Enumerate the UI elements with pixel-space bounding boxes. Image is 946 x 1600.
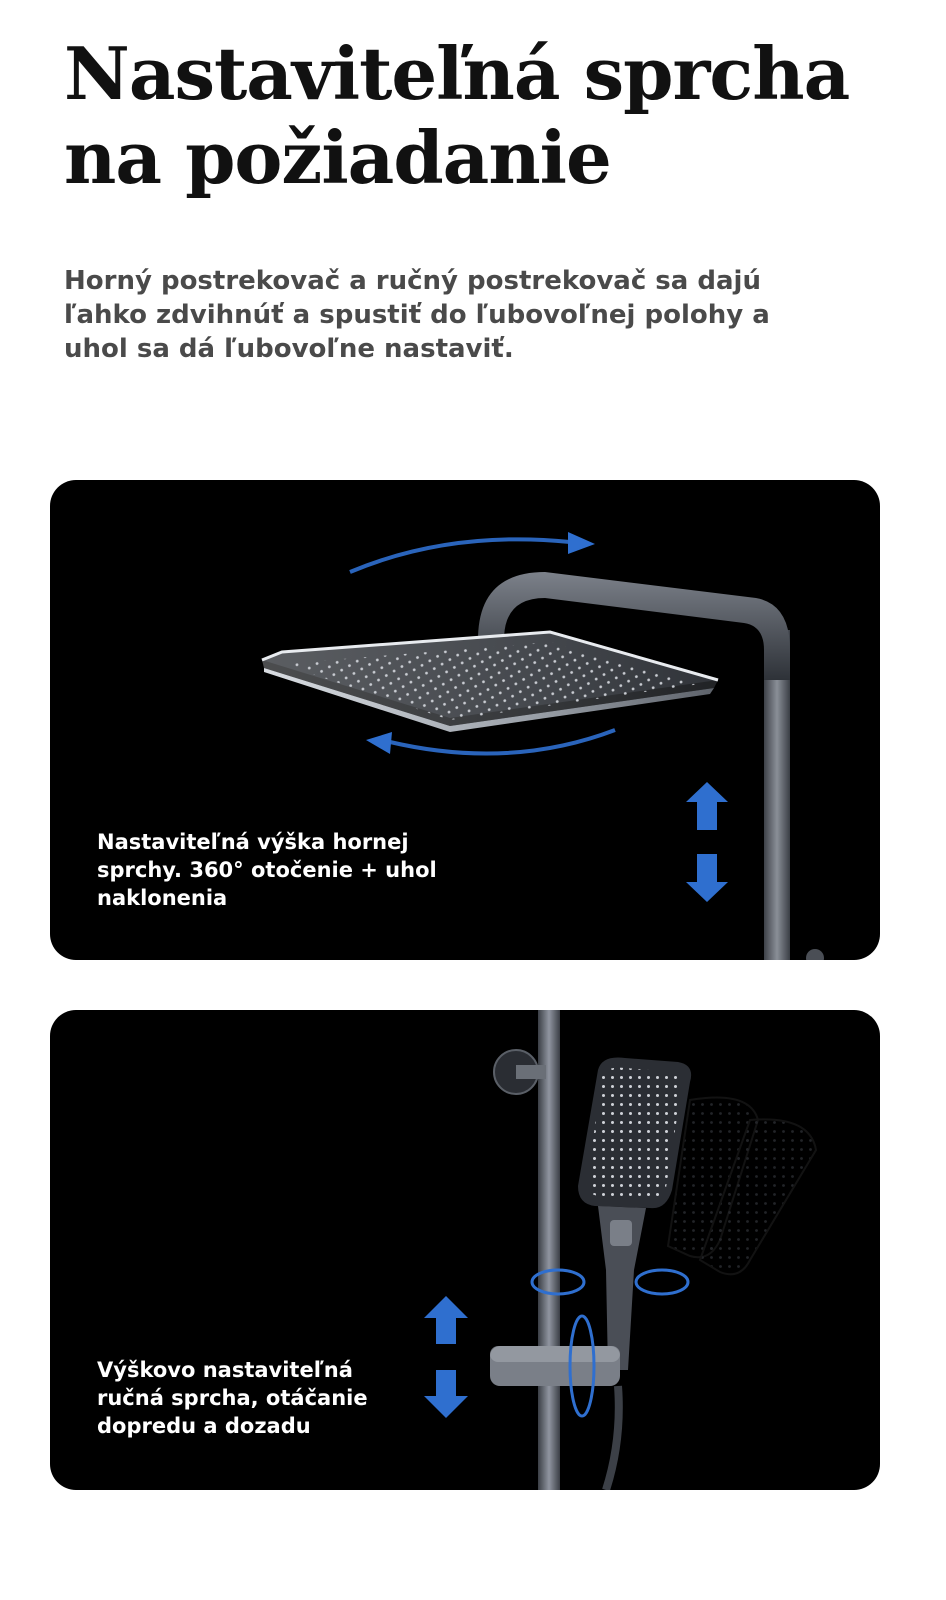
title-line-1: Nastaviteľná sprcha [64,31,850,116]
page-subtitle: Horný postrekovač a ručný postrekovač sa dajú ľahko zdvihnúť a spustiť do ľubovoľnej polohy a uhol sa dá ľubovoľne nastaviť. [64,266,770,364]
tilted-head-ghosts [668,1098,816,1275]
valve-knob [806,949,824,960]
rain-shower-head [262,632,718,732]
hand-shower-card [50,1010,880,1490]
down-arrow-icon [686,854,728,902]
title-line-2: na požiadanie [64,115,611,200]
overhead-shower-card [50,480,880,960]
overhead-shower-caption: Nastaviteľná výška hornej sprchy. 360° otočenie + uhol naklonenia [97,830,437,910]
hose [606,1386,619,1490]
up-arrow-icon [686,782,728,830]
up-arrow-icon [424,1296,468,1344]
slide-bar [538,1010,560,1490]
hand-shower-caption: Výškovo nastaviteľná ručná sprcha, otáčanie dopredu a dozadu [97,1358,368,1438]
page-title [64,32,884,200]
